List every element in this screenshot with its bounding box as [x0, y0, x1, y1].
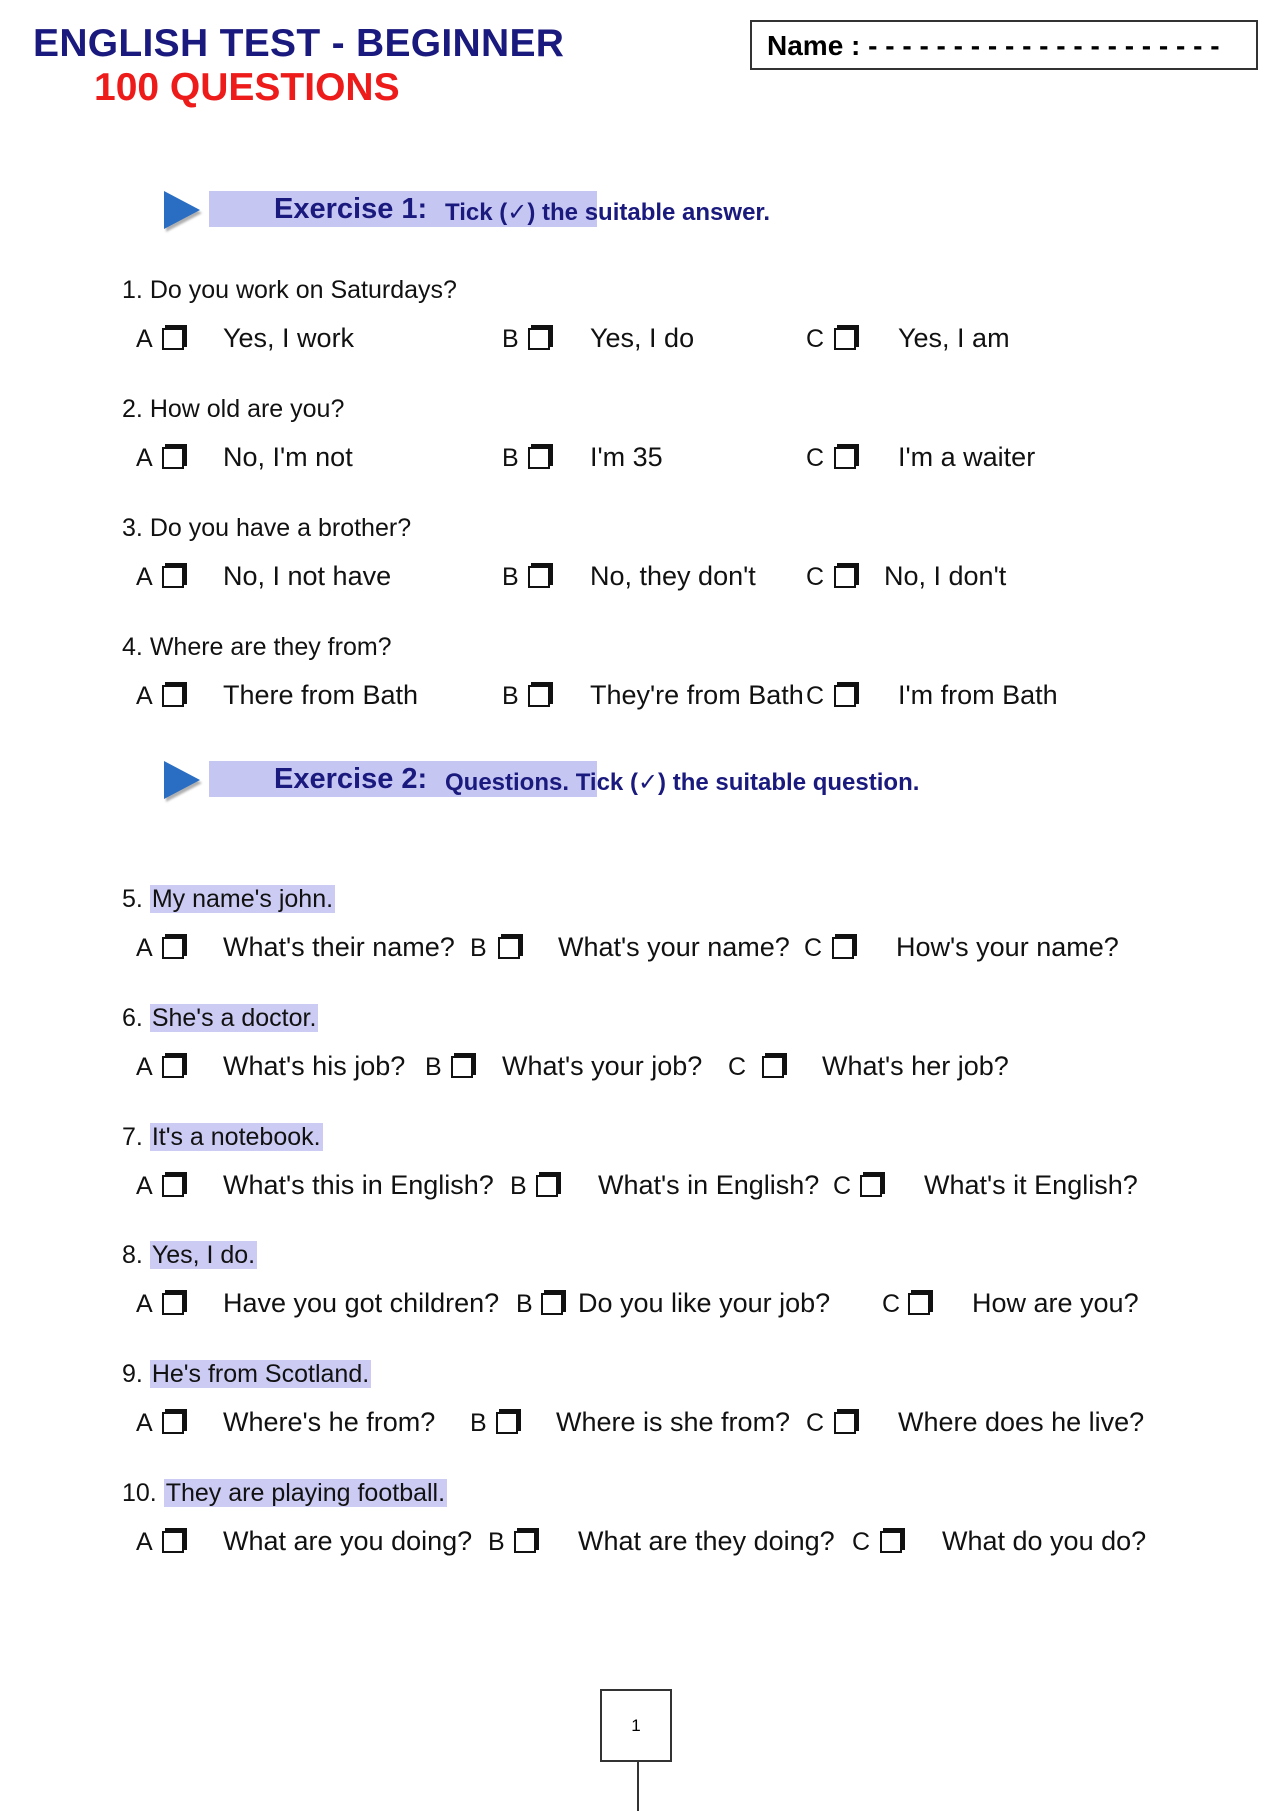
- option-text: What's her job?: [822, 1051, 1009, 1081]
- checkbox[interactable]: [451, 1056, 473, 1078]
- option-letter: B: [502, 325, 519, 353]
- option-text: Where does he live?: [898, 1407, 1145, 1437]
- option-text: How are you?: [972, 1288, 1139, 1318]
- option-letter: B: [470, 1409, 487, 1437]
- checkbox[interactable]: [860, 1175, 882, 1197]
- question-number: 4.: [122, 633, 143, 661]
- checkbox[interactable]: [536, 1175, 558, 1197]
- option-text: What's their name?: [223, 932, 455, 962]
- page-number: 1: [600, 1689, 672, 1762]
- option-letter: A: [136, 934, 153, 962]
- option-text: Have you got children?: [223, 1288, 500, 1318]
- option-letter: A: [136, 325, 153, 353]
- checkbox[interactable]: [832, 937, 854, 959]
- option-letter: C: [728, 1053, 747, 1081]
- question: [122, 633, 392, 662]
- option-letter: A: [136, 682, 153, 710]
- option-letter: A: [136, 1172, 153, 1200]
- option-letter: C: [833, 1172, 852, 1200]
- option-text: How's your name?: [896, 932, 1119, 962]
- option-text: I'm 35: [590, 442, 663, 472]
- checkbox[interactable]: [528, 566, 550, 588]
- question-number: 1.: [122, 276, 143, 304]
- exercise-instruction: Tick (✓) the suitable answer.: [445, 199, 771, 226]
- checkbox[interactable]: [541, 1293, 563, 1315]
- question-number: 5.: [122, 885, 143, 913]
- checkbox[interactable]: [514, 1531, 536, 1553]
- checkbox[interactable]: [496, 1412, 518, 1434]
- option-text: What's in English?: [598, 1170, 820, 1200]
- option-text: Yes, I am: [898, 323, 1010, 353]
- option-text: Yes, I do: [590, 323, 695, 353]
- name-field[interactable]: Name : - - - - - - - - - - - - - - - - - - - - -: [750, 20, 1258, 70]
- question: [122, 514, 411, 543]
- checkbox[interactable]: [834, 1412, 856, 1434]
- option-text: What are you doing?: [223, 1526, 473, 1556]
- question-text: Do you work on Saturdays?: [149, 276, 457, 304]
- option-letter: B: [510, 1172, 527, 1200]
- question-number: 7.: [122, 1123, 143, 1151]
- option-text: What's this in English?: [223, 1170, 494, 1200]
- option-letter: B: [425, 1053, 442, 1081]
- option-letter: A: [136, 563, 153, 591]
- checkbox[interactable]: [162, 566, 184, 588]
- question-text: He's from Scotland.: [151, 1360, 370, 1388]
- checkbox[interactable]: [498, 937, 520, 959]
- option-letter: A: [136, 1528, 153, 1556]
- option-letter: C: [806, 563, 825, 591]
- checkbox[interactable]: [162, 1412, 184, 1434]
- checkbox[interactable]: [834, 566, 856, 588]
- checkbox[interactable]: [762, 1056, 784, 1078]
- question-number: 10.: [122, 1479, 157, 1507]
- option-text: Where's he from?: [223, 1407, 436, 1437]
- checkbox[interactable]: [162, 1531, 184, 1553]
- checkbox[interactable]: [162, 1056, 184, 1078]
- question-number: 2.: [122, 395, 143, 423]
- checkbox[interactable]: [908, 1293, 930, 1315]
- question: [122, 1123, 323, 1152]
- question-number: 9.: [122, 1360, 143, 1388]
- question-text: They are playing football.: [165, 1479, 446, 1507]
- question: [122, 885, 335, 914]
- arrow-right-icon: [164, 761, 200, 799]
- option-text: No, they don't: [590, 561, 756, 591]
- option-letter: B: [502, 563, 519, 591]
- option-text: What are they doing?: [578, 1526, 835, 1556]
- option-text: They're from Bath: [590, 680, 804, 710]
- exercise-1-header: [164, 188, 1164, 238]
- question: [122, 1479, 447, 1508]
- checkbox[interactable]: [162, 328, 184, 350]
- question-number: 3.: [122, 514, 143, 542]
- option-letter: C: [806, 682, 825, 710]
- arrow-right-icon: [164, 191, 200, 229]
- test-subtitle: 100 QUESTIONS: [94, 66, 400, 109]
- checkbox[interactable]: [528, 685, 550, 707]
- question-text: She's a doctor.: [151, 1004, 317, 1032]
- option-letter: B: [502, 682, 519, 710]
- exercise-2-header: [164, 758, 1164, 808]
- checkbox[interactable]: [162, 447, 184, 469]
- checkbox[interactable]: [162, 685, 184, 707]
- exercise-instruction: Questions. Tick (✓) the suitable question.: [445, 769, 920, 796]
- checkbox[interactable]: [162, 1293, 184, 1315]
- option-letter: C: [806, 1409, 825, 1437]
- question-text: My name's john.: [151, 885, 334, 913]
- option-letter: B: [470, 934, 487, 962]
- option-letter: A: [136, 1053, 153, 1081]
- checkbox[interactable]: [834, 685, 856, 707]
- checkbox[interactable]: [162, 937, 184, 959]
- question: [122, 1360, 371, 1389]
- question: [122, 276, 457, 305]
- option-text: What's your job?: [502, 1051, 703, 1081]
- option-text: Do you like your job?: [578, 1288, 831, 1318]
- option-letter: A: [136, 1290, 153, 1318]
- option-text: What do you do?: [942, 1526, 1147, 1556]
- option-text: There from Bath: [223, 680, 419, 710]
- option-text: Where is she from?: [556, 1407, 791, 1437]
- checkbox[interactable]: [834, 447, 856, 469]
- option-text: Yes, I work: [223, 323, 355, 353]
- option-letter: B: [502, 444, 519, 472]
- option-text: What's your name?: [558, 932, 790, 962]
- test-title: ENGLISH TEST - BEGINNER: [33, 22, 565, 65]
- question-text: Do you have a brother?: [149, 514, 412, 542]
- question: [122, 1004, 318, 1033]
- exercise-label: Exercise 1:: [274, 193, 428, 225]
- question-number: 6.: [122, 1004, 143, 1032]
- option-letter: C: [882, 1290, 901, 1318]
- checkbox[interactable]: [834, 328, 856, 350]
- option-text: I'm from Bath: [898, 680, 1058, 710]
- option-text: No, I not have: [223, 561, 392, 591]
- option-text: I'm a waiter: [898, 442, 1036, 472]
- question-text: Yes, I do.: [151, 1241, 256, 1269]
- option-letter: B: [488, 1528, 505, 1556]
- exercise-label: Exercise 2:: [274, 763, 428, 795]
- checkbox[interactable]: [880, 1531, 902, 1553]
- question: [122, 1241, 257, 1270]
- option-letter: C: [852, 1528, 871, 1556]
- option-text: No, I don't: [884, 561, 1007, 591]
- checkbox[interactable]: [162, 1175, 184, 1197]
- question-text: Where are they from?: [149, 633, 392, 661]
- option-text: What's it English?: [924, 1170, 1138, 1200]
- checkbox[interactable]: [528, 447, 550, 469]
- question-text: How old are you?: [149, 395, 345, 423]
- option-letter: A: [136, 1409, 153, 1437]
- option-letter: B: [516, 1290, 533, 1318]
- option-letter: C: [806, 444, 825, 472]
- option-letter: A: [136, 444, 153, 472]
- question-number: 8.: [122, 1241, 143, 1269]
- question-text: It's a notebook.: [151, 1123, 321, 1151]
- option-letter: C: [806, 325, 825, 353]
- option-text: What's his job?: [223, 1051, 406, 1081]
- option-letter: C: [804, 934, 823, 962]
- page-number-line: [637, 1762, 639, 1811]
- question: [122, 395, 344, 424]
- checkbox[interactable]: [528, 328, 550, 350]
- option-text: No, I'm not: [223, 442, 353, 472]
